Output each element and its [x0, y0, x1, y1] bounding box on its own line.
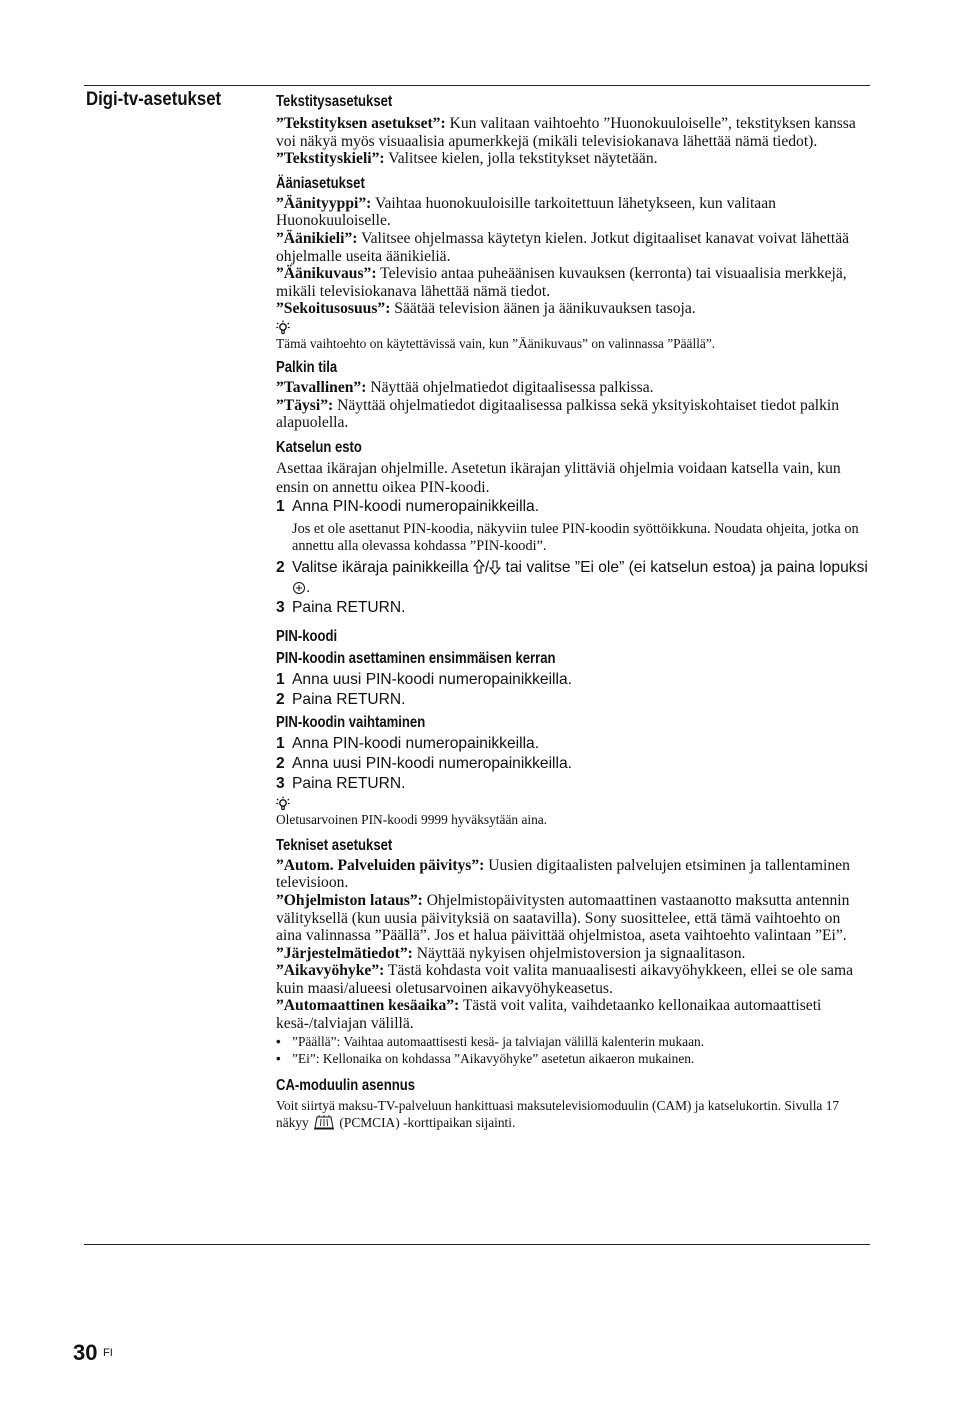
lightbulb-hint-icon — [276, 796, 290, 812]
pin-set-heading: PIN-koodin asettaminen ensimmäisen kerran — [276, 649, 556, 667]
description: Uusien digitaalisten palvelujen etsiminen ja tallentaminen televisioon. — [276, 856, 850, 892]
auto-dst-item — [276, 997, 868, 1032]
step-text: Anna PIN-koodi numeropainikkeilla. — [292, 734, 540, 752]
lightbulb-hint-icon — [276, 320, 290, 336]
auto-service-update-item — [276, 857, 868, 892]
term: ”Äänikieli”: — [276, 229, 358, 247]
parental-lock-heading: Katselun esto — [276, 438, 362, 456]
step-number: 1 — [276, 670, 285, 688]
step-number: 1 — [276, 734, 285, 752]
ca-module-text: Voit siirtyä maksu-TV-palveluun hankittuasi maksutelevisiomoduulin (CAM) ja katselukortin. Sivulla 17 näkyy (PCMCIA) -korttipaikan sijainti. — [276, 1097, 840, 1131]
up-arrow-icon — [473, 559, 485, 575]
audio-heading: Ääniasetukset — [276, 174, 365, 192]
step-number: 3 — [276, 774, 285, 792]
step-1-note: Jos et ole asettanut PIN-koodia, näkyviin tulee PIN-koodin syöttöikkuna. Noudata ohjeita, jotka on annettu alla olevassa kohdassa ”PIN-koodi”. — [292, 520, 859, 554]
term: ”Järjestelmätiedot”: — [276, 944, 413, 962]
subtitles-heading: Tekstitysasetukset — [276, 93, 393, 110]
pin-set-step-1 — [276, 670, 868, 690]
description: Tästä kohdasta voit valita manuaalisesti aikavyöhykkeen, ellei se ole sama kuin maasi/alueesi oletusarvoinen aikavyöhykeasetus. — [276, 962, 853, 997]
term: ”Tekstityskieli”: — [276, 150, 385, 168]
audio-type-item — [276, 195, 868, 230]
software-download-item — [276, 892, 868, 945]
step-3 — [276, 598, 868, 618]
bullet-item — [276, 1050, 868, 1067]
bullet-item — [276, 1033, 868, 1050]
pin-change-step-1 — [276, 734, 868, 754]
section-title: Digi-tv-asetukset — [86, 88, 222, 110]
technical-heading: Tekniset asetukset — [276, 836, 393, 854]
step-text: Anna uusi PIN-koodi numeropainikkeilla. — [292, 670, 572, 688]
pin-change-step-3 — [276, 774, 868, 794]
system-info-item — [276, 945, 868, 963]
mixing-level-item — [276, 300, 868, 318]
term: ”Sekoitusosuus”: — [276, 300, 391, 318]
content-column — [276, 93, 868, 1132]
description: Ohjelmistopäivitysten automaattinen vastaanotto maksutta antennin välityksellä (kun uusia päivityksiä on saatavilla). Sony suosittelee, että tämä vaihtoehto on aina valinnassa ”Päällä”. Jos et halua päivittää ohjelmistoa, aseta vaihtoehto valintaan ”Ei”. — [276, 891, 850, 945]
description: Tästä voit valita, vaihdetaanko kellonaikaa automaattiseti kesä-/talviajan välillä. — [276, 997, 822, 1033]
bullet-text: ”Ei”: Kellonaika on kohdassa ”Aikavyöhyke” asetetun aikaeron mukainen. — [292, 1050, 695, 1066]
term: ”Autom. Palveluiden päivitys”: — [276, 856, 485, 874]
bottom-rule — [84, 1244, 870, 1245]
description: Televisio antaa puheäänisen kuvauksen (kerronta) tai visuaalisia merkkejä, mikäli televisiokanava lähettää nämä tiedot. — [276, 265, 847, 300]
bullet-mark: • — [276, 1033, 281, 1049]
audio-description-item — [276, 265, 868, 300]
description: Kun valitaan vaihtoehto ”Huonokuuloiselle”, tekstityksen kanssa voi näkyä myös visuaalisia apumerkkejä (mikäli televisiokanava lähettää nämä tiedot). — [276, 115, 856, 150]
description: Valitsee ohjelmassa käytetyn kielen. Jotkut digitaaliset kanavat voivat lähettää ohjelmalle useita äänikieliä. — [276, 229, 850, 265]
pcmcia-slot-icon — [312, 1114, 336, 1130]
term: ”Äänikuvaus”: — [276, 265, 377, 283]
step-text: Paina RETURN. — [292, 690, 406, 708]
step-text: Anna uusi PIN-koodi numeropainikkeilla. — [292, 754, 572, 772]
step-text: Valitse ikäraja painikkeilla / tai valitse ”Ei ole” (ei katselun estoa) ja paina lopuksi . — [292, 558, 868, 596]
pin-heading: PIN-koodi — [276, 627, 338, 645]
step-1 — [276, 497, 868, 517]
ca-module-heading: CA-moduulin asennus — [276, 1076, 416, 1094]
step-number: 2 — [276, 558, 285, 576]
term: ”Äänityyppi”: — [276, 194, 372, 212]
term: ”Tekstityksen asetukset”: — [276, 115, 446, 132]
term: ”Tavallinen”: — [276, 378, 367, 396]
description: Näyttää ohjelmatiedot digitaalisessa palkissa. — [366, 378, 654, 396]
step-text: Anna PIN-koodi numeropainikkeilla. — [292, 497, 540, 515]
step-number: 3 — [276, 598, 285, 616]
term: ”Aikavyöhyke”: — [276, 962, 385, 980]
term: ”Täysi”: — [276, 396, 334, 414]
parental-lock-intro: Asettaa ikärajan ohjelmille. Asetetun ikärajan ylittäviä ohjelmia voidaan katsella vain, kun ensin on annettu oikea PIN-koodi. — [276, 459, 841, 496]
bullet-mark: • — [276, 1050, 281, 1066]
banner-full-item — [276, 397, 868, 432]
page-language-code: FI — [103, 1347, 113, 1359]
time-zone-item — [276, 962, 868, 997]
step-2 — [276, 558, 868, 598]
audio-hint-text: Tämä vaihtoehto on käytettävissä vain, kun ”Äänikuvaus” on valinnassa ”Päällä”. — [276, 335, 716, 351]
banner-normal-item — [276, 379, 868, 397]
pin-set-step-2 — [276, 690, 868, 710]
top-rule — [84, 85, 870, 86]
bullet-text: ”Päällä”: Vaihtaa automaattisesti kesä- ja talviajan välillä kalenterin mukaan. — [292, 1033, 705, 1049]
pin-change-step-2 — [276, 754, 868, 774]
term: ”Ohjelmiston lataus”: — [276, 891, 423, 909]
subtitle-settings-item — [276, 115, 868, 150]
step-number: 2 — [276, 690, 285, 708]
step-number: 1 — [276, 497, 285, 515]
description: Säätää television äänen ja äänikuvauksen tasoja. — [390, 300, 696, 318]
enter-circle-plus-icon — [292, 580, 306, 595]
description: Vaihtaa huonokuuloisille tarkoitettuun lähetykseen, kun valitaan Huonokuuloiselle. — [276, 194, 776, 230]
term: ”Automaattinen kesäaika”: — [276, 997, 460, 1015]
description: Näyttää ohjelmatiedot digitaalisessa palkissa sekä yksityiskohtaiset tiedot palkin alapuolella. — [276, 396, 840, 432]
down-arrow-icon — [489, 559, 501, 575]
description: Näyttää nykyisen ohjelmistoversion ja signaalitason. — [412, 944, 746, 962]
step-number: 2 — [276, 754, 285, 772]
pin-change-heading: PIN-koodin vaihtaminen — [276, 713, 426, 731]
step-text: Paina RETURN. — [292, 774, 406, 792]
banner-heading: Palkin tila — [276, 358, 338, 376]
subtitle-language-item — [276, 150, 868, 168]
description: Valitsee kielen, jolla tekstitykset näytetään. — [384, 150, 658, 168]
page-number: 30 — [73, 1340, 98, 1365]
step-text: Paina RETURN. — [292, 598, 406, 616]
audio-language-item — [276, 230, 868, 265]
pin-hint-text: Oletusarvoinen PIN-koodi 9999 hyväksytään aina. — [276, 811, 548, 827]
